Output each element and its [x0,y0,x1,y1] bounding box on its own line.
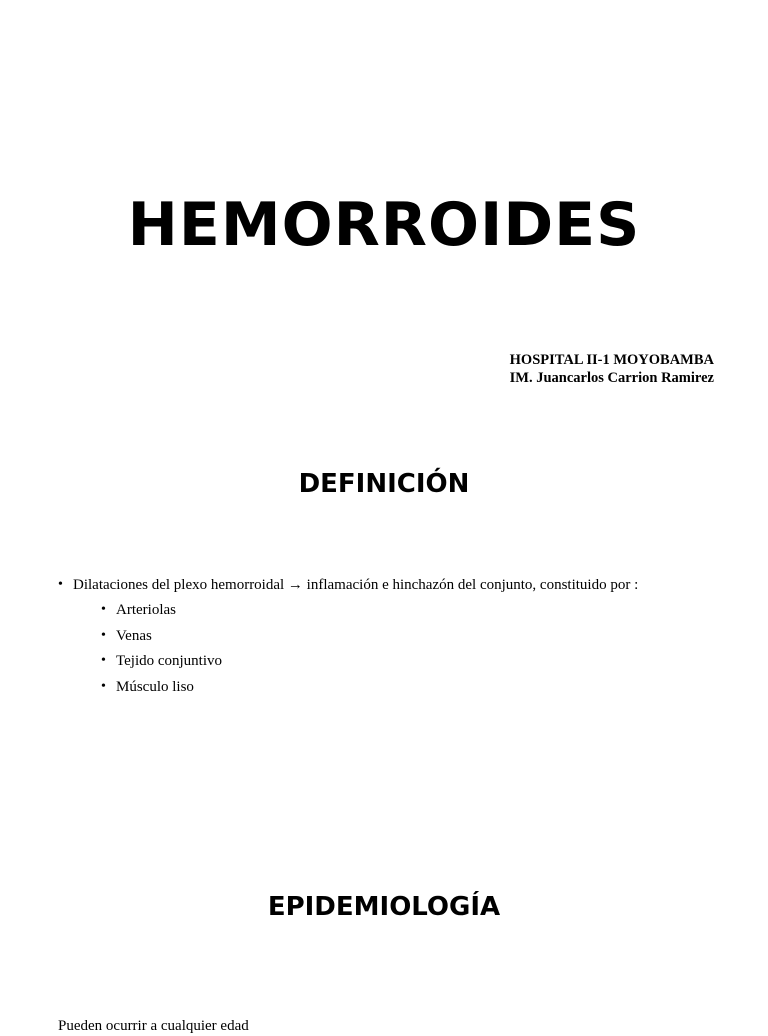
definition-heading: DEFINICIÓN [298,469,470,499]
slide-title: HEMORROIDES [127,190,641,260]
list-item: • Músculo liso [101,677,638,697]
component-list [73,600,638,697]
epidemiology-text: Pueden ocurrir a cualquier edad [58,1018,249,1034]
definition-text: Dilataciones del plexo hemorroidal → inflamación e hinchazón del conjunto, constituido por : [73,577,639,593]
hospital-name: HOSPITAL II-1 MOYOBAMBA [509,352,714,368]
definition-list [58,575,638,702]
list-item: • Arteriolas [101,600,638,620]
list-item: • Venas [101,626,638,646]
epidemiology-heading: EPIDEMIOLOGÍA [267,892,501,922]
presenter-name: IM. Juancarlos Carrion Ramirez [509,370,714,386]
list-item: • Tejido conjuntivo [101,651,638,671]
presenter-info [510,351,714,387]
list-item [58,575,638,697]
